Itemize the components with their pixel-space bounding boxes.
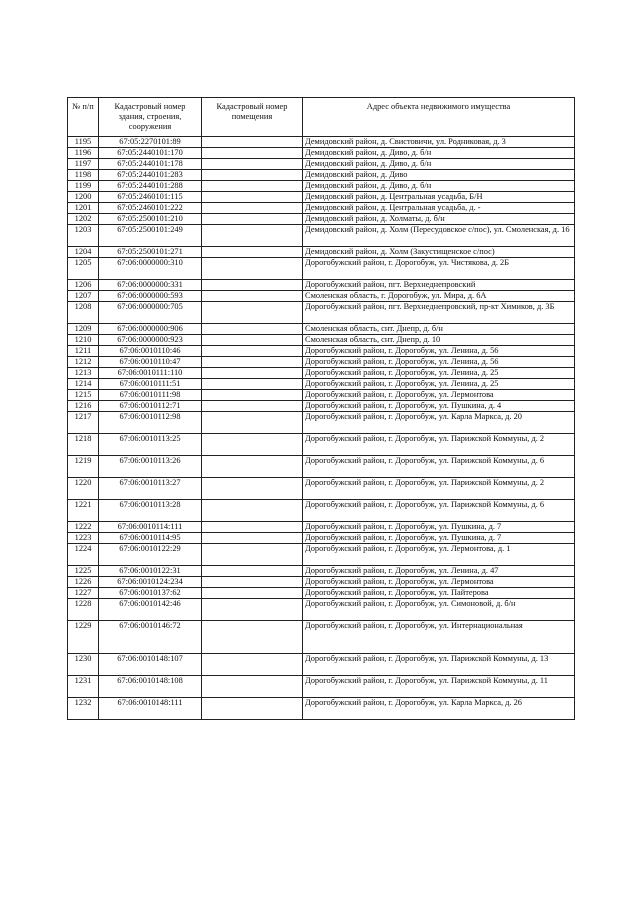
table-row [68,368,575,379]
address-cell: Демидовский район, д. Центральная усадьба, д. - [303,203,575,214]
cadastral-room-number [202,698,303,720]
cadastral-building-number: 67:06:0000000:593 [99,291,202,302]
cadastral-building-number: 67:06:0010122:29 [99,544,202,566]
table-row [68,588,575,599]
cadastral-building-number: 67:06:0010112:71 [99,401,202,412]
address-cell: Демидовский район, д. Диво, д. б/н [303,159,575,170]
row-number: 1203 [68,225,99,247]
cadastral-room-number [202,544,303,566]
row-number: 1227 [68,588,99,599]
address-cell: Дорогобужский район, г. Дорогобуж, ул. Ленина, д. 56 [303,357,575,368]
cadastral-room-number [202,368,303,379]
address-cell: Дорогобужский район, г. Дорогобуж, ул. Пушкина, д. 7 [303,533,575,544]
address-cell: Дорогобужский район, г. Дорогобуж, ул. Парижской Коммуны, д. 6 [303,500,575,522]
address-cell: Дорогобужский район, пгт. Верхнеднепровский [303,280,575,291]
cadastral-room-number [202,346,303,357]
address-cell: Демидовский район, д. Холм (Закустищенское с/пос) [303,247,575,258]
address-cell: Дорогобужский район, г. Дорогобуж, ул. Пайтерова [303,588,575,599]
row-number: 1210 [68,335,99,346]
row-number: 1230 [68,654,99,676]
cadastral-building-number: 67:06:0000000:331 [99,280,202,291]
cadastral-room-number [202,533,303,544]
cadastral-room-number [202,434,303,456]
table-row [68,280,575,291]
cadastral-building-number: 67:06:0010111:110 [99,368,202,379]
cadastral-building-number: 67:05:2270101:89 [99,137,202,148]
row-number: 1229 [68,621,99,654]
cadastral-room-number [202,621,303,654]
address-cell: Дорогобужский район, г. Дорогобуж, ул. Интернациональная [303,621,575,654]
cadastral-room-number [202,170,303,181]
address-cell: Демидовский район, д. Холм (Пересудовское с/пос), ул. Смоленская, д. 16 [303,225,575,247]
row-number: 1223 [68,533,99,544]
cadastral-room-number [202,390,303,401]
table-body [68,137,575,720]
cadastral-room-number [202,225,303,247]
row-number: 1198 [68,170,99,181]
cadastral-building-number: 67:05:2500101:249 [99,225,202,247]
table-row [68,621,575,654]
table-row [68,335,575,346]
address-cell: Дорогобужский район, г. Дорогобуж, ул. Лермонтова, д. 1 [303,544,575,566]
cadastral-room-number [202,181,303,192]
row-number: 1209 [68,324,99,335]
cadastral-building-number: 67:06:0010113:25 [99,434,202,456]
table-row [68,412,575,434]
table-row [68,698,575,720]
cadastral-room-number [202,214,303,225]
cadastral-building-number: 67:06:0010110:46 [99,346,202,357]
cadastral-room-number [202,335,303,346]
address-cell: Дорогобужский район, г. Дорогобуж, ул. Чистякова, д. 2Б [303,258,575,280]
address-cell: Дорогобужский район, г. Дорогобуж, ул. Пушкина, д. 7 [303,522,575,533]
table-row [68,566,575,577]
table-row [68,181,575,192]
row-number: 1224 [68,544,99,566]
address-cell: Дорогобужский район, г. Дорогобуж, ул. Парижской Коммуны, д. 2 [303,434,575,456]
cadastral-room-number [202,137,303,148]
row-number: 1208 [68,302,99,324]
table-row [68,379,575,390]
cadastral-building-number: 67:05:2500101:271 [99,247,202,258]
cadastral-room-number [202,566,303,577]
cadastral-building-number: 67:05:2440101:178 [99,159,202,170]
cadastral-building-number: 67:06:0010148:108 [99,676,202,698]
cadastral-room-number [202,522,303,533]
row-number: 1202 [68,214,99,225]
row-number: 1217 [68,412,99,434]
table-row [68,247,575,258]
table-row [68,544,575,566]
table-row [68,654,575,676]
table-row [68,599,575,621]
cadastral-table [67,97,575,720]
table-row [68,192,575,203]
cadastral-room-number [202,654,303,676]
cadastral-room-number [202,577,303,588]
address-cell: Дорогобужский район, г. Дорогобуж, ул. Ленина, д. 25 [303,368,575,379]
cadastral-building-number: 67:05:2460101:222 [99,203,202,214]
row-number: 1204 [68,247,99,258]
row-number: 1226 [68,577,99,588]
address-cell: Дорогобужский район, пгт. Верхнеднепровский, пр-кт Химиков, д. 3Б [303,302,575,324]
table-header-row [68,98,575,137]
address-cell: Дорогобужский район, г. Дорогобуж, ул. Пушкина, д. 4 [303,401,575,412]
row-number: 1201 [68,203,99,214]
table-row [68,291,575,302]
row-number: 1219 [68,456,99,478]
address-cell: Дорогобужский район, г. Дорогобуж, ул. Парижской Коммуны, д. 13 [303,654,575,676]
cadastral-room-number [202,676,303,698]
table-row [68,456,575,478]
address-cell: Смоленская область, г. Дорогобуж, ул. Мира, д. 6А [303,291,575,302]
table-row [68,577,575,588]
row-number: 1212 [68,357,99,368]
cadastral-building-number: 67:05:2460101:115 [99,192,202,203]
cadastral-building-number: 67:05:2500101:210 [99,214,202,225]
cadastral-building-number: 67:06:0000000:310 [99,258,202,280]
table-row [68,500,575,522]
row-number: 1200 [68,192,99,203]
cadastral-building-number: 67:06:0010113:28 [99,500,202,522]
cadastral-room-number [202,588,303,599]
cadastral-building-number: 67:06:0000000:705 [99,302,202,324]
row-number: 1216 [68,401,99,412]
cadastral-building-number: 67:06:0010113:27 [99,478,202,500]
address-cell: Дорогобужский район, г. Дорогобуж, ул. Симоновой, д. б/н [303,599,575,621]
cadastral-building-number: 67:06:0010148:111 [99,698,202,720]
header-cadastral-room: Кадастровый номер помещения [202,98,303,137]
cadastral-building-number: 67:06:0000000:923 [99,335,202,346]
row-number: 1195 [68,137,99,148]
table-row [68,533,575,544]
address-cell: Демидовский район, д. Диво, д. б/н [303,181,575,192]
cadastral-room-number [202,280,303,291]
address-cell: Дорогобужский район, г. Дорогобуж, ул. Парижской Коммуны, д. 6 [303,456,575,478]
address-cell: Дорогобужский район, г. Дорогобуж, ул. Лермонтова [303,390,575,401]
cadastral-building-number: 67:06:0010111:51 [99,379,202,390]
cadastral-room-number [202,159,303,170]
row-number: 1205 [68,258,99,280]
row-number: 1213 [68,368,99,379]
address-cell: Демидовский район, д. Холматы, д. б/н [303,214,575,225]
cadastral-building-number: 67:06:0000000:906 [99,324,202,335]
table-row [68,258,575,280]
table-row [68,522,575,533]
cadastral-building-number: 67:06:0010122:31 [99,566,202,577]
cadastral-room-number [202,148,303,159]
cadastral-room-number [202,379,303,390]
address-cell: Демидовский район, д. Диво [303,170,575,181]
row-number: 1214 [68,379,99,390]
table-row [68,478,575,500]
address-cell: Демидовский район, д. Центральная усадьба, Б/Н [303,192,575,203]
table-row [68,170,575,181]
table-row [68,302,575,324]
header-cadastral-building: Кадастровый номер здания, строения, сооружения [99,98,202,137]
header-num: № п/п [68,98,99,137]
address-cell: Демидовский район, д. Свистовичи, ул. Родниковая, д. 3 [303,137,575,148]
row-number: 1207 [68,291,99,302]
address-cell: Смоленская область, снт. Днепр, д. 10 [303,335,575,346]
cadastral-room-number [202,258,303,280]
row-number: 1228 [68,599,99,621]
table-row [68,357,575,368]
address-cell: Дорогобужский район, г. Дорогобуж, ул. Ленина, д. 25 [303,379,575,390]
cadastral-building-number: 67:06:0010142:46 [99,599,202,621]
cadastral-room-number [202,192,303,203]
cadastral-building-number: 67:05:2440101:288 [99,181,202,192]
address-cell: Дорогобужский район, г. Дорогобуж, ул. Лермонтова [303,577,575,588]
row-number: 1215 [68,390,99,401]
address-cell: Дорогобужский район, г. Дорогобуж, ул. Ленина, д. 56 [303,346,575,357]
cadastral-building-number: 67:06:0010114:111 [99,522,202,533]
cadastral-room-number [202,412,303,434]
cadastral-room-number [202,599,303,621]
table-row [68,390,575,401]
cadastral-room-number [202,401,303,412]
row-number: 1211 [68,346,99,357]
table-row [68,401,575,412]
address-cell: Дорогобужский район, г. Дорогобуж, ул. Парижской Коммуны, д. 2 [303,478,575,500]
cadastral-room-number [202,291,303,302]
address-cell: Дорогобужский район, г. Дорогобуж, ул. Парижской Коммуны, д. 11 [303,676,575,698]
row-number: 1222 [68,522,99,533]
cadastral-building-number: 67:06:0010146:72 [99,621,202,654]
row-number: 1225 [68,566,99,577]
row-number: 1206 [68,280,99,291]
row-number: 1199 [68,181,99,192]
cadastral-building-number: 67:06:0010137:62 [99,588,202,599]
row-number: 1232 [68,698,99,720]
cadastral-room-number [202,247,303,258]
table-row [68,324,575,335]
header-address: Адрес объекта недвижимого имущества [303,98,575,137]
cadastral-building-number: 67:06:0010112:98 [99,412,202,434]
address-cell: Дорогобужский район, г. Дорогобуж, ул. Карла Маркса, д. 26 [303,698,575,720]
row-number: 1221 [68,500,99,522]
cadastral-building-number: 67:06:0010110:47 [99,357,202,368]
address-cell: Смоленская область, снт. Днепр, д. б/н [303,324,575,335]
table-row [68,203,575,214]
cadastral-building-number: 67:06:0010113:26 [99,456,202,478]
table-row [68,137,575,148]
cadastral-building-number: 67:06:0010124:234 [99,577,202,588]
table-row [68,225,575,247]
cadastral-building-number: 67:06:0010148:107 [99,654,202,676]
table-row [68,346,575,357]
address-cell: Дорогобужский район, г. Дорогобуж, ул. Ленина, д. 47 [303,566,575,577]
cadastral-room-number [202,478,303,500]
cadastral-building-number: 67:06:0010111:98 [99,390,202,401]
table-row [68,676,575,698]
cadastral-room-number [202,203,303,214]
cadastral-building-number: 67:06:0010114:95 [99,533,202,544]
address-cell: Дорогобужский район, г. Дорогобуж, ул. Карла Маркса, д. 20 [303,412,575,434]
cadastral-room-number [202,500,303,522]
cadastral-building-number: 67:05:2440101:283 [99,170,202,181]
cadastral-room-number [202,357,303,368]
cadastral-building-number: 67:05:2440101:170 [99,148,202,159]
table-row [68,434,575,456]
cadastral-room-number [202,302,303,324]
table-row [68,148,575,159]
cadastral-room-number [202,324,303,335]
cadastral-room-number [202,456,303,478]
row-number: 1220 [68,478,99,500]
table-row [68,159,575,170]
address-cell: Демидовский район, д. Диво, д. б/н [303,148,575,159]
row-number: 1196 [68,148,99,159]
table-row [68,214,575,225]
row-number: 1218 [68,434,99,456]
row-number: 1231 [68,676,99,698]
row-number: 1197 [68,159,99,170]
